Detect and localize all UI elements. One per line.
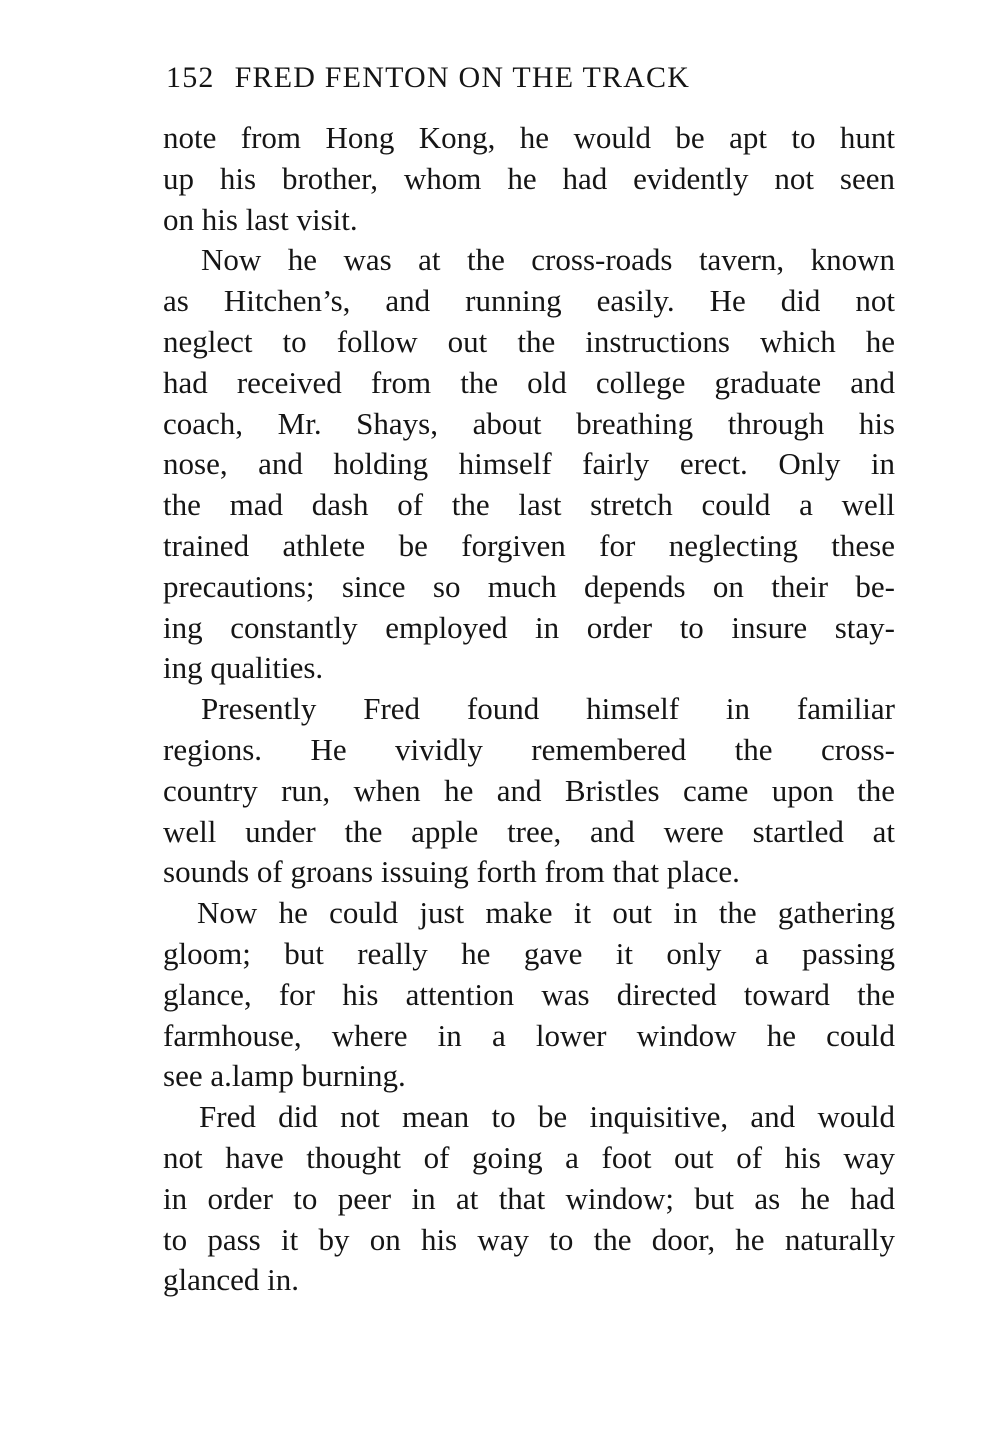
text-line: had received from the old college graduate and bbox=[163, 364, 895, 400]
running-head bbox=[166, 56, 866, 100]
paragraph bbox=[163, 689, 895, 893]
text-line: neglect to follow out the instructions which he bbox=[163, 323, 895, 359]
text-line: up his brother, whom he had evidently not seen bbox=[163, 160, 895, 196]
text-line: to pass it by on his way to the door, he naturally bbox=[163, 1221, 895, 1257]
text-line: ing qualities. bbox=[163, 650, 324, 686]
text-line: Now he was at the cross-roads tavern, known bbox=[201, 242, 895, 278]
text-line: glance, for his attention was directed toward the bbox=[163, 976, 895, 1012]
text-line: coach, Mr. Shays, about breathing through his bbox=[163, 405, 895, 441]
body-text bbox=[163, 118, 895, 1301]
text-line: on his last visit. bbox=[163, 201, 358, 237]
text-line: not have thought of going a foot out of his way bbox=[163, 1139, 895, 1175]
paragraph bbox=[163, 893, 895, 1097]
text-line: see a.lamp burning. bbox=[163, 1058, 406, 1094]
text-line: trained athlete be forgiven for neglecting these bbox=[163, 527, 895, 563]
text-line: sounds of groans issuing forth from that place. bbox=[163, 854, 740, 890]
page-number: 152 bbox=[166, 61, 215, 94]
text-line: in order to peer in at that window; but as he had bbox=[163, 1180, 895, 1216]
text-line: precautions; since so much depends on their be- bbox=[163, 568, 895, 604]
text-line: as Hitchen’s, and running easily. He did not bbox=[163, 283, 895, 319]
text-line: Now he could just make it out in the gathering bbox=[197, 895, 895, 931]
text-line: Fred did not mean to be inquisitive, and would bbox=[199, 1099, 895, 1135]
text-line: glanced in. bbox=[163, 1262, 300, 1298]
text-line: well under the apple tree, and were startled at bbox=[163, 813, 895, 849]
text-line: farmhouse, where in a lower window he could bbox=[163, 1017, 895, 1053]
text-line: gloom; but really he gave it only a passing bbox=[163, 935, 895, 971]
running-title: FRED FENTON ON THE TRACK bbox=[234, 61, 691, 94]
text-line: ing constantly employed in order to insure stay- bbox=[163, 609, 895, 645]
paragraph bbox=[163, 240, 895, 689]
paragraph bbox=[163, 1097, 895, 1301]
paragraph bbox=[163, 118, 895, 240]
text-line: note from Hong Kong, he would be apt to hunt bbox=[163, 120, 895, 155]
text-line: country run, when he and Bristles came upon the bbox=[163, 772, 895, 808]
text-line: the mad dash of the last stretch could a well bbox=[163, 487, 895, 523]
text-line: Presently Fred found himself in familiar bbox=[201, 691, 895, 727]
text-line: regions. He vividly remembered the cross- bbox=[163, 731, 895, 767]
text-line: nose, and holding himself fairly erect. Only in bbox=[163, 446, 895, 482]
